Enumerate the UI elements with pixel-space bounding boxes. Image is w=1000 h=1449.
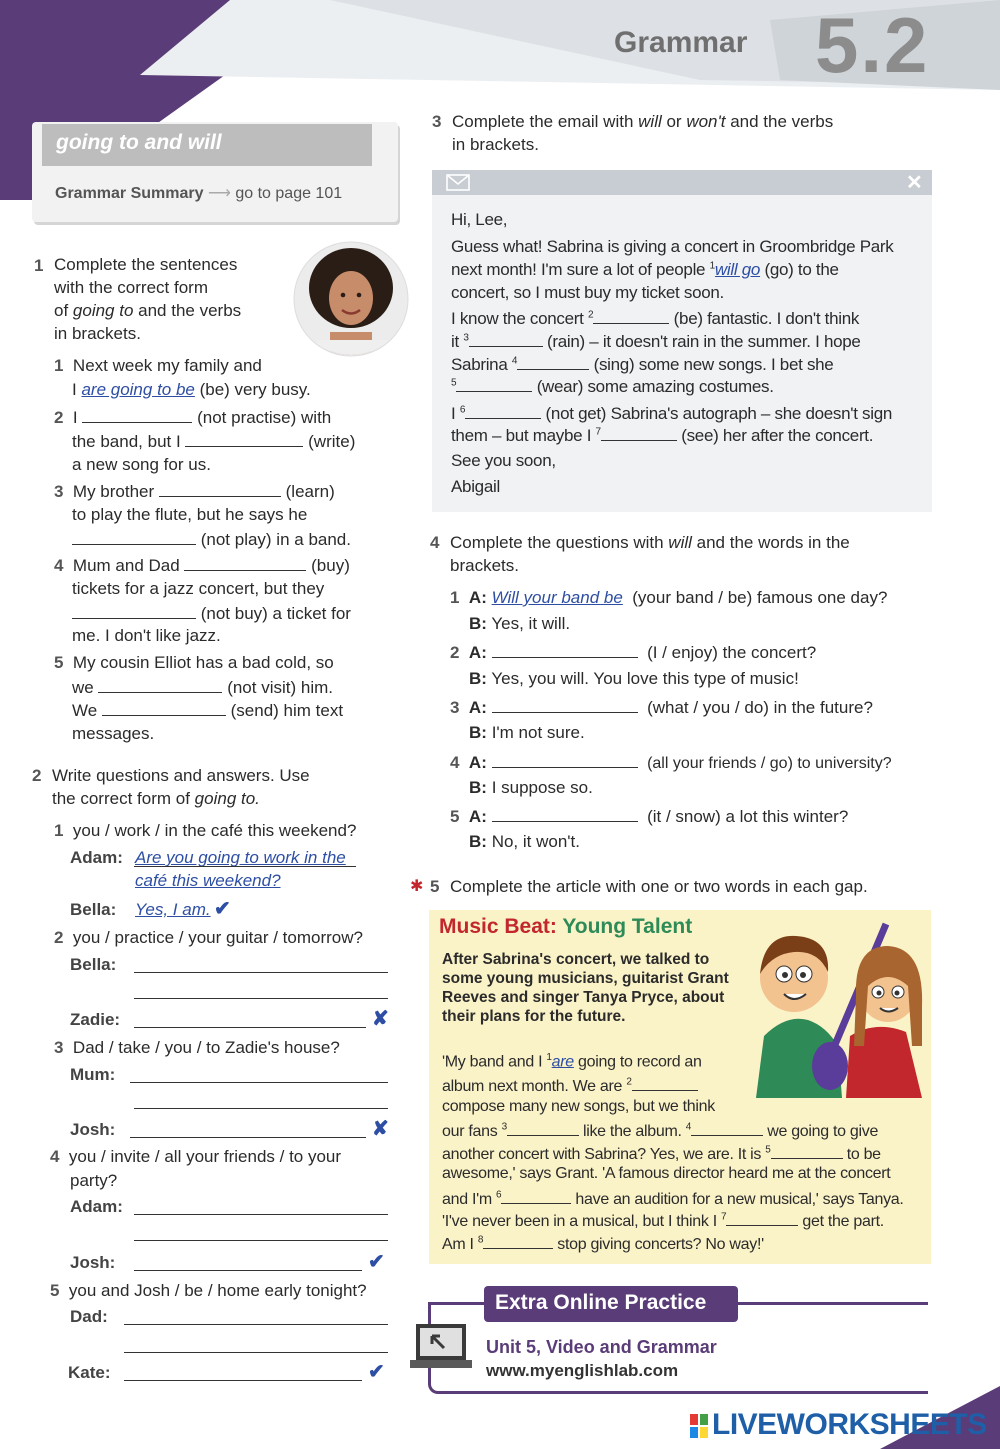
article-blank5[interactable] bbox=[771, 1143, 843, 1159]
ex2-instruction-2 bbox=[52, 789, 260, 809]
email-l2a: next month! I'm sure a lot of people bbox=[451, 260, 710, 279]
ex1-ins3a: of bbox=[54, 301, 73, 320]
article-gap7-num: 7 bbox=[721, 1211, 727, 1223]
email-l7b: (wear) some amazing costumes. bbox=[532, 377, 774, 396]
article-gap2-num: 2 bbox=[626, 1076, 632, 1088]
ex2-item3-line-3[interactable] bbox=[130, 1137, 366, 1138]
ex2-ins2b: going to. bbox=[194, 789, 260, 808]
ex3-instruction-2: in brackets. bbox=[452, 135, 539, 154]
article-gap1-num: 1 bbox=[546, 1052, 552, 1063]
footer-brand[interactable]: LIVEWORKSHEETS bbox=[712, 1408, 987, 1441]
ex5-star-icon: ✱ bbox=[410, 878, 424, 895]
ex1-item3-l3b: (not play) in a band. bbox=[196, 530, 351, 549]
ex2-item2-num: 2 bbox=[54, 928, 64, 947]
ex4-item1-answer: Will your band be bbox=[491, 588, 623, 607]
email-gap5-num: 5 bbox=[451, 377, 457, 389]
ex2-ins2a: the correct form of bbox=[52, 789, 195, 808]
ex1-item3-l1a: My brother bbox=[72, 482, 159, 501]
ex4-item1-qtext: (your band / be) famous one day? bbox=[632, 588, 888, 607]
laptop-icon bbox=[410, 1322, 472, 1372]
ex1-item3-line1 bbox=[54, 481, 335, 502]
article-p6: awesome,' says Grant. 'A famous director heard me at the concert bbox=[442, 1165, 891, 1182]
ex2-item2-line-1[interactable] bbox=[134, 972, 388, 973]
ex1-item1-l1: Next week my family and bbox=[72, 356, 262, 375]
summary-text bbox=[55, 183, 342, 203]
extra-practice-label: Extra Online Practice bbox=[495, 1291, 707, 1314]
ex1-ins3b: going to bbox=[72, 301, 134, 320]
ex2-item1-prompt-text: you / work / in the café this weekend? bbox=[72, 821, 357, 840]
ex5-number: 5 bbox=[430, 877, 440, 896]
email-signature: Abigail bbox=[451, 477, 500, 496]
ex1-item4-line2: tickets for a jazz concert, but they bbox=[72, 579, 325, 598]
ex4-item1-a: A: bbox=[468, 588, 487, 607]
email-l5a: it bbox=[451, 332, 464, 351]
ex4-item2-q bbox=[450, 642, 816, 663]
ex1-item1-answer: are going to be bbox=[81, 380, 195, 399]
ex4-item5-blank[interactable] bbox=[492, 806, 638, 822]
article-p9a: Am I bbox=[442, 1236, 478, 1253]
ex3-ins1e: and the verbs bbox=[725, 112, 834, 131]
article-answer1: are bbox=[551, 1053, 574, 1071]
email-l4b: (be) fantastic. I don't think bbox=[669, 309, 860, 328]
ex1-item4-blank1[interactable] bbox=[184, 555, 306, 571]
email-l6b: (sing) some new songs. I bet she bbox=[589, 355, 834, 374]
header-title: Grammar bbox=[614, 26, 748, 59]
ex1-item2-l2b: (write) bbox=[303, 432, 356, 451]
ex4-item3-b bbox=[469, 723, 585, 743]
email-l7 bbox=[451, 376, 774, 397]
article-gap8-num: 8 bbox=[477, 1234, 484, 1246]
email-l4a: I know the concert bbox=[451, 309, 588, 328]
email-l5 bbox=[451, 331, 861, 352]
summary-link[interactable]: go to page 101 bbox=[235, 185, 343, 202]
ex2-item3-s2: Josh: bbox=[70, 1120, 116, 1139]
ex1-item5-blank1[interactable] bbox=[98, 677, 222, 693]
email-greeting: Hi, Lee, bbox=[451, 210, 508, 229]
ex2-item3-cross-icon: ✘ bbox=[372, 1118, 389, 1140]
ex4-item4-blank[interactable] bbox=[492, 752, 638, 768]
ex2-item1-tick-icon: ✔ bbox=[214, 898, 231, 920]
ex1-item1-line1 bbox=[54, 356, 262, 376]
article-p4a: our fans bbox=[442, 1123, 502, 1140]
ex3-number: 3 bbox=[432, 112, 442, 131]
ex1-item5-l2b: (not visit) him. bbox=[222, 678, 333, 697]
ex4-item5-b-label: B: bbox=[469, 832, 487, 851]
ex4-item2-qtext: (I / enjoy) the concert? bbox=[647, 643, 817, 662]
article-title bbox=[439, 915, 692, 939]
ex3-instruction-1 bbox=[452, 112, 833, 132]
ex2-item4-num: 4 bbox=[50, 1147, 60, 1166]
ex2-item5-prompt-text: you and Josh / be / home early tonight? bbox=[68, 1281, 367, 1300]
ex4-item4-b bbox=[469, 778, 593, 798]
unit-number: 5.2 bbox=[815, 1, 930, 89]
article-p7a: and I'm bbox=[442, 1191, 497, 1208]
email-answer1: will go bbox=[714, 260, 761, 279]
ex1-item3-l1b: (learn) bbox=[280, 482, 335, 501]
ex1-item4-line1 bbox=[54, 555, 350, 576]
ex2-item4-prompt-text-1: you / invite / all your friends / to your bbox=[68, 1147, 342, 1166]
ex4-item2-reply: Yes, you will. You love this type of music! bbox=[491, 669, 799, 688]
article-blank7[interactable] bbox=[726, 1210, 798, 1226]
ex4-item4-qtext: (all your friends / go) to university? bbox=[647, 755, 892, 772]
article-blank4[interactable] bbox=[691, 1120, 763, 1136]
article-blank3[interactable] bbox=[507, 1120, 579, 1136]
ex1-item2-l2a: the band, but I bbox=[72, 432, 186, 451]
email-l2 bbox=[451, 260, 839, 280]
article-p8a: 'I've never been in a musical, but I think I bbox=[442, 1213, 721, 1230]
ex1-item4-num: 4 bbox=[54, 556, 64, 575]
ex4-item4-a: A: bbox=[468, 753, 487, 772]
ex3-ins1c: or bbox=[661, 112, 687, 131]
ex1-ins3c: and the verbs bbox=[133, 301, 242, 320]
email-blank3[interactable] bbox=[469, 331, 543, 347]
ex4-item3-qtext: (what / you / do) in the future? bbox=[647, 698, 873, 717]
article-p8b: get the part. bbox=[798, 1213, 884, 1230]
ex1-item1-l2b: (be) very busy. bbox=[194, 380, 311, 399]
ex4-item2-num: 2 bbox=[450, 643, 460, 662]
ex4-item2-a: A: bbox=[468, 643, 487, 662]
ex2-item5-line-2[interactable] bbox=[124, 1352, 388, 1353]
article-intro-3: Reeves and singer Tanya Pryce, about bbox=[442, 989, 725, 1006]
ex2-item1-a1-l2: café this weekend? bbox=[135, 871, 281, 890]
ex1-item5-num: 5 bbox=[54, 653, 64, 672]
email-l5b: (rain) – it doesn't rain in the summer. I hope bbox=[542, 332, 861, 351]
email-l8 bbox=[451, 403, 892, 424]
girl-avatar bbox=[292, 240, 410, 358]
ex1-item3-num: 3 bbox=[54, 482, 64, 501]
ex1-item5-line3 bbox=[72, 700, 343, 721]
article-intro-1: After Sabrina's concert, we talked to bbox=[442, 951, 710, 968]
email-blank6[interactable] bbox=[465, 403, 541, 419]
article-intro-2: some young musicians, guitarist Grant bbox=[442, 970, 729, 987]
ex2-item2-line-2[interactable] bbox=[134, 998, 388, 999]
ex2-item4-line-1[interactable] bbox=[134, 1214, 388, 1215]
article-p9 bbox=[442, 1233, 764, 1254]
ex4-ins1a: Complete the questions with bbox=[450, 533, 669, 552]
email-blank5[interactable] bbox=[456, 376, 532, 392]
summary-heading: going to and will bbox=[56, 131, 222, 154]
ex1-item3-line2: to play the flute, but he says he bbox=[72, 505, 308, 524]
article-p5a: another concert with Sabrina? Yes, we are. It is bbox=[442, 1146, 766, 1163]
article-p1 bbox=[442, 1052, 702, 1071]
envelope-icon bbox=[446, 174, 470, 191]
ex2-item3-prompt bbox=[54, 1038, 340, 1058]
ex4-item5-q bbox=[450, 806, 848, 827]
extra-url[interactable]: www.myenglishlab.com bbox=[486, 1361, 679, 1380]
email-l9 bbox=[451, 425, 873, 446]
ex1-item4-l3b: (not buy) a ticket for bbox=[196, 604, 351, 623]
email-blank4[interactable] bbox=[517, 354, 589, 370]
email-l8b: (not get) Sabrina's autograph – she doesn't sign bbox=[541, 404, 893, 423]
article-p5 bbox=[442, 1143, 881, 1164]
ex1-item5-blank2[interactable] bbox=[102, 700, 226, 716]
ex4-item2-b bbox=[469, 669, 799, 689]
ex2-item5-line-1[interactable] bbox=[124, 1324, 388, 1325]
email-blank2[interactable] bbox=[593, 308, 669, 324]
ex4-item3-num: 3 bbox=[450, 698, 460, 717]
ex2-number: 2 bbox=[32, 766, 42, 785]
ex1-item2-blank1[interactable] bbox=[82, 407, 192, 423]
article-blank8[interactable] bbox=[483, 1233, 553, 1249]
article-p7 bbox=[442, 1188, 904, 1209]
article-p3: compose many new songs, but we think bbox=[442, 1098, 715, 1115]
ex2-item5-s1: Dad: bbox=[70, 1307, 108, 1326]
email-l9b: (see) her after the concert. bbox=[676, 426, 874, 445]
ex2-item1-num: 1 bbox=[54, 821, 64, 840]
ex2-item4-tick-icon: ✔ bbox=[368, 1251, 385, 1273]
ex2-item3-prompt-text: Dad / take / you / to Zadie's house? bbox=[72, 1038, 340, 1057]
article-p2 bbox=[442, 1075, 698, 1096]
article-p4c: we going to give bbox=[763, 1123, 879, 1140]
ex2-item5-num: 5 bbox=[50, 1281, 60, 1300]
article-p9b: stop giving concerts? No way!' bbox=[553, 1236, 764, 1253]
email-l8a: I bbox=[451, 404, 460, 423]
email-l2b: (go) to the bbox=[760, 260, 839, 279]
ex2-item2-line-3[interactable] bbox=[134, 1027, 366, 1028]
ex2-item5-prompt bbox=[50, 1281, 367, 1301]
article-p4b: like the album. bbox=[578, 1123, 686, 1140]
article-p8 bbox=[442, 1210, 884, 1231]
article-p2a: album next month. We are bbox=[442, 1078, 627, 1095]
ex2-item1-line-a bbox=[134, 866, 356, 867]
ex1-item2-blank2[interactable] bbox=[185, 431, 303, 447]
email-gap4-num: 4 bbox=[511, 355, 518, 367]
ex4-item1-b bbox=[469, 614, 570, 634]
ex1-instruction-2: with the correct form bbox=[54, 278, 208, 297]
ex2-item1-a1-l1: Are you going to work in the bbox=[135, 848, 346, 867]
article-title-b: Young Talent bbox=[556, 915, 693, 938]
ex1-item2-line1 bbox=[54, 407, 331, 428]
ex1-item2-line3: a new song for us. bbox=[72, 455, 211, 474]
ex4-item1-q bbox=[450, 588, 887, 608]
ex4-number: 4 bbox=[430, 533, 440, 552]
ex4-item1-reply: Yes, it will. bbox=[491, 614, 571, 633]
email-gap1-num: 1 bbox=[709, 260, 715, 272]
article-p1a: 'My band and I bbox=[442, 1053, 547, 1071]
ex2-item2-s2: Zadie: bbox=[70, 1010, 121, 1029]
ex4-item4-num: 4 bbox=[450, 753, 460, 772]
ex4-item3-b-label: B: bbox=[469, 723, 487, 742]
ex1-item2-l1a: I bbox=[72, 408, 83, 427]
ex1-instruction-4: in brackets. bbox=[54, 324, 141, 343]
ex5-instruction: Complete the article with one or two words in each gap. bbox=[450, 877, 868, 896]
article-gap5-num: 5 bbox=[765, 1144, 771, 1156]
ex1-item5-line1 bbox=[54, 653, 334, 673]
article-p1b: going to record an bbox=[573, 1053, 702, 1071]
ex4-item3-blank[interactable] bbox=[492, 697, 638, 713]
ex1-item4-blank2[interactable] bbox=[72, 603, 196, 619]
ex1-number: 1 bbox=[34, 256, 44, 275]
article-gap4-num: 4 bbox=[685, 1121, 692, 1133]
email-blank7[interactable] bbox=[601, 425, 677, 441]
ex4-item3-a: A: bbox=[468, 698, 487, 717]
ex4-item4-q bbox=[450, 752, 892, 773]
ex1-item5-l3a: We bbox=[72, 701, 102, 720]
article-p7b: have an audition for a new musical,' says Tanya. bbox=[571, 1191, 904, 1208]
ex2-item4-prompt-1 bbox=[50, 1147, 341, 1167]
liveworksheets-logo-icon bbox=[690, 1414, 708, 1438]
ex1-item3-line3 bbox=[72, 529, 351, 550]
article-title-a: Music Beat: bbox=[439, 915, 557, 938]
ex4-item3-reply: I'm not sure. bbox=[491, 723, 585, 742]
ex2-item1-a2: Yes, I am. bbox=[135, 900, 211, 919]
email-closing: See you soon, bbox=[451, 451, 556, 470]
ex2-instruction-1: Write questions and answers. Use bbox=[52, 766, 310, 785]
ex4-item5-a: A: bbox=[468, 807, 487, 826]
ex1-item5-l3b: (send) him text bbox=[225, 701, 344, 720]
article-blank6[interactable] bbox=[501, 1188, 571, 1204]
ex2-item5-line-3[interactable] bbox=[124, 1380, 362, 1381]
ex2-item3-num: 3 bbox=[54, 1038, 64, 1057]
ex2-item3-s1: Mum: bbox=[70, 1065, 116, 1084]
ex4-item4-reply: I suppose so. bbox=[491, 778, 593, 797]
ex1-item5-l2a: we bbox=[72, 678, 99, 697]
ex2-item4-line-2[interactable] bbox=[134, 1240, 388, 1241]
ex4-item5-b bbox=[469, 832, 580, 852]
ex3-ins1b: will bbox=[638, 112, 662, 131]
email-l1: Guess what! Sabrina is giving a concert in Groombridge Park bbox=[451, 237, 894, 256]
extra-unit: Unit 5, Video and Grammar bbox=[486, 1337, 717, 1357]
ex4-item1-num: 1 bbox=[450, 588, 460, 607]
ex4-ins1b: will bbox=[668, 533, 692, 552]
ex2-item4-s2: Josh: bbox=[70, 1253, 116, 1272]
ex2-item4-s1: Adam: bbox=[70, 1197, 123, 1216]
ex2-item2-s1: Bella: bbox=[70, 955, 117, 974]
ex1-item5-line4: messages. bbox=[72, 724, 155, 743]
ex1-instruction-3 bbox=[54, 301, 241, 321]
ex1-item5-line2 bbox=[72, 677, 333, 698]
ex4-instruction-1 bbox=[450, 533, 850, 553]
ex3-ins1d: won't bbox=[686, 112, 726, 131]
ex2-item2-prompt bbox=[54, 928, 363, 948]
ex2-item5-tick-icon: ✔ bbox=[368, 1361, 385, 1383]
close-icon[interactable]: ✕ bbox=[906, 172, 923, 194]
ex1-item4-l1b: (buy) bbox=[306, 556, 350, 575]
ex2-item1-s1: Adam: bbox=[70, 848, 123, 867]
email-bar bbox=[432, 170, 932, 195]
ex1-item1-l2a: I bbox=[72, 380, 82, 399]
email-l6 bbox=[451, 354, 833, 375]
ex4-item2-b-label: B: bbox=[469, 669, 487, 688]
article-p4 bbox=[442, 1120, 878, 1141]
ex3-ins1a: Complete the email with bbox=[452, 112, 639, 131]
article-gap3-num: 3 bbox=[501, 1121, 507, 1133]
ex4-instruction-2: brackets. bbox=[450, 556, 519, 575]
ex1-item3-blank2[interactable] bbox=[72, 529, 196, 545]
email-l6a: Sabrina bbox=[451, 355, 512, 374]
ex4-item5-num: 5 bbox=[450, 807, 460, 826]
ex4-ins1c: and the words in the bbox=[691, 533, 850, 552]
ex1-item5-l1: My cousin Elliot has a bad cold, so bbox=[72, 653, 334, 672]
email-gap3-num: 3 bbox=[463, 332, 469, 344]
ex1-item4-line4: me. I don't like jazz. bbox=[72, 626, 221, 645]
ex1-item2-l1b: (not practise) with bbox=[192, 408, 332, 427]
ex2-item2-cross-icon: ✘ bbox=[372, 1008, 389, 1030]
ex2-item1-s2: Bella: bbox=[70, 900, 117, 919]
email-gap6-num: 6 bbox=[459, 404, 466, 416]
article-p5b: to be bbox=[842, 1146, 881, 1163]
article-gap6-num: 6 bbox=[496, 1189, 502, 1201]
ex2-item4-prompt-2: party? bbox=[70, 1171, 118, 1190]
email-l4 bbox=[451, 308, 859, 329]
ex4-item5-reply: No, it won't. bbox=[491, 832, 580, 851]
email-l9a: them – but maybe I bbox=[451, 426, 596, 445]
email-gap7-num: 7 bbox=[595, 426, 601, 438]
email-l3: concert, so I must buy my ticket soon. bbox=[451, 283, 724, 302]
ex2-item3-line-1[interactable] bbox=[130, 1082, 388, 1083]
ex1-item3-blank1[interactable] bbox=[159, 481, 281, 497]
ex4-item2-blank[interactable] bbox=[492, 642, 638, 658]
ex4-item3-q bbox=[450, 697, 873, 718]
email-gap2-num: 2 bbox=[587, 309, 594, 321]
article-intro-4: their plans for the future. bbox=[442, 1008, 626, 1025]
ex4-item5-qtext: (it / snow) a lot this winter? bbox=[647, 807, 849, 826]
ex2-item3-line-2[interactable] bbox=[134, 1108, 388, 1109]
ex2-item1-prompt bbox=[54, 821, 356, 841]
ex1-item4-line3 bbox=[72, 603, 351, 624]
summary-label: Grammar Summary bbox=[55, 185, 204, 202]
ex1-item2-line2 bbox=[72, 431, 355, 452]
musicians-illustration bbox=[746, 916, 930, 1098]
ex1-instruction-1: Complete the sentences bbox=[54, 255, 238, 274]
ex2-item4-line-3[interactable] bbox=[134, 1270, 362, 1271]
ex2-item5-s2: Kate: bbox=[68, 1363, 111, 1382]
arrow-icon: ⟶ bbox=[207, 185, 231, 202]
article-blank2[interactable] bbox=[632, 1075, 698, 1091]
ex1-item1-line2 bbox=[72, 380, 311, 400]
ex4-item4-b-label: B: bbox=[469, 778, 487, 797]
ex2-item2-prompt-text: you / practice / your guitar / tomorrow? bbox=[72, 928, 363, 947]
ex4-item1-b-label: B: bbox=[469, 614, 487, 633]
ex1-item1-num: 1 bbox=[54, 356, 64, 375]
ex1-item2-num: 2 bbox=[54, 408, 64, 427]
ex1-item4-l1a: Mum and Dad bbox=[72, 556, 185, 575]
